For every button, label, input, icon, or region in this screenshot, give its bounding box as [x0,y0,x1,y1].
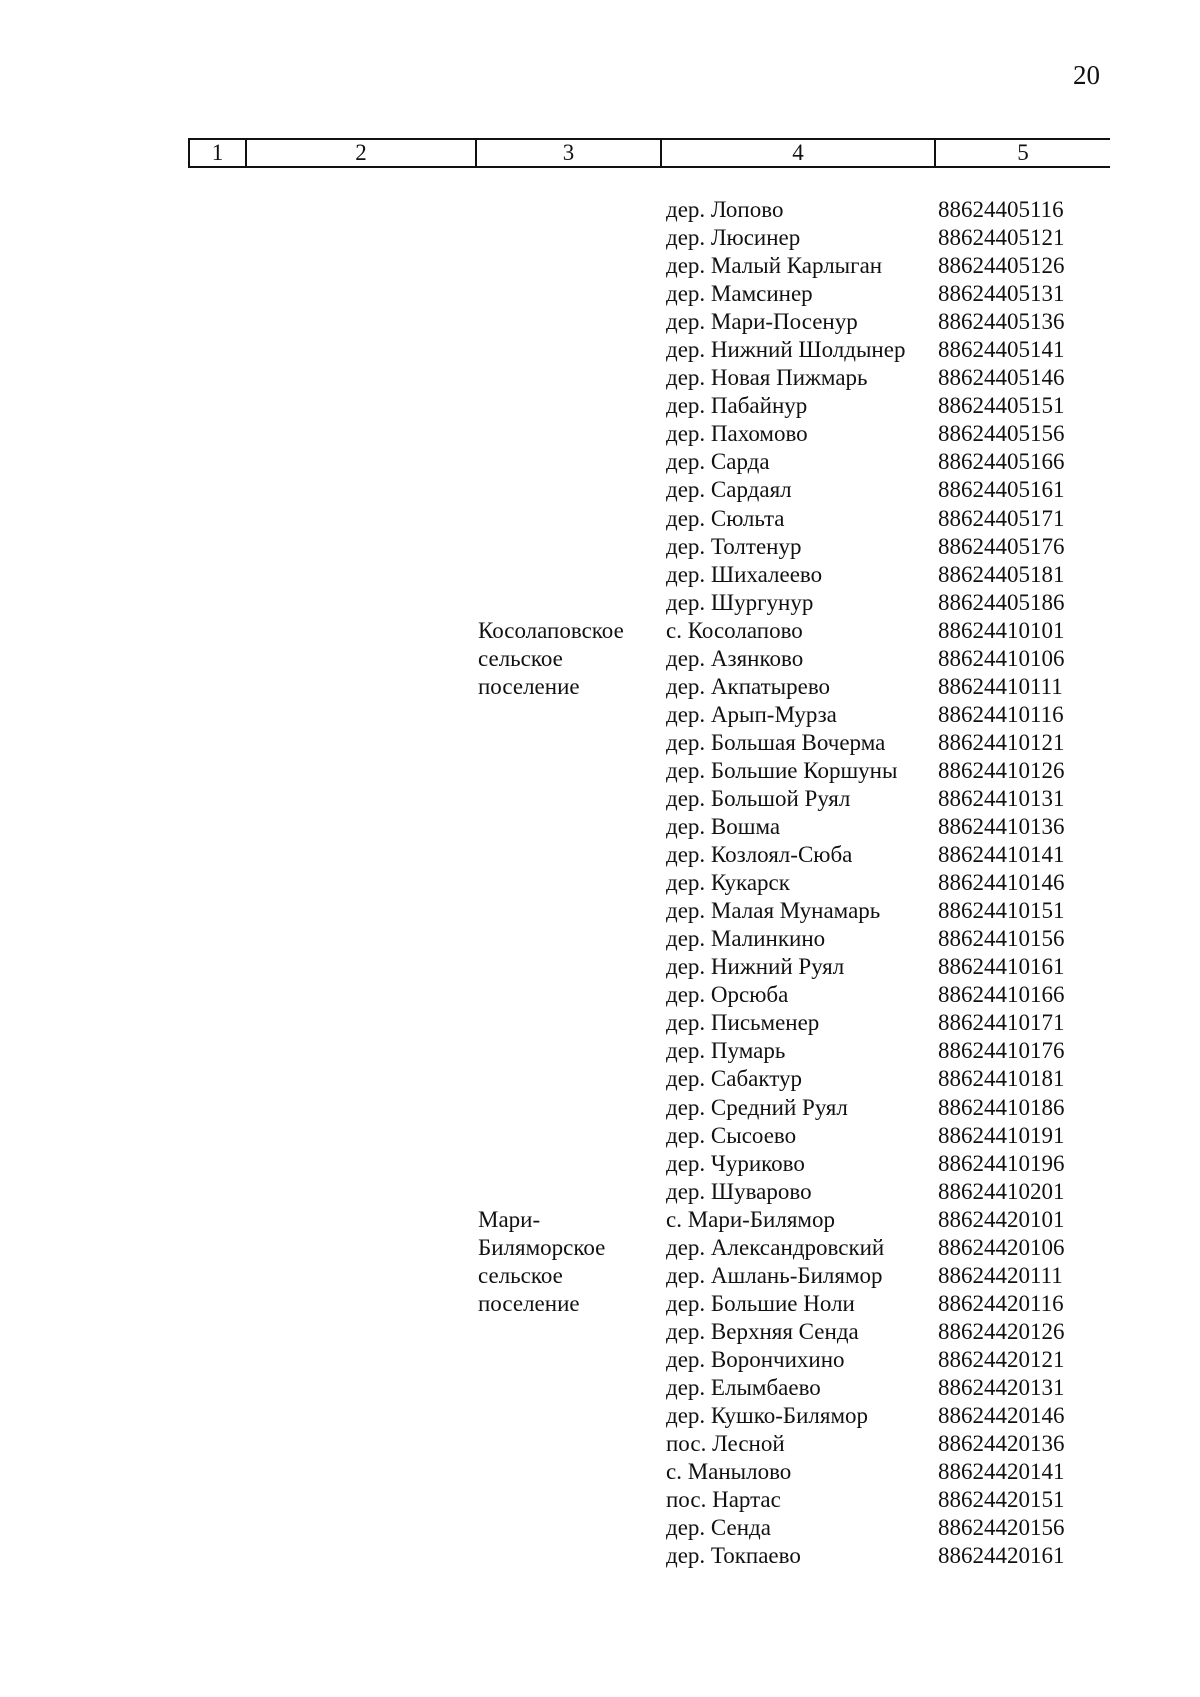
header-col-2: 2 [245,140,475,166]
table-row [0,252,1200,280]
table-row [0,897,1200,925]
code-cell: 88624420146 [938,1403,1065,1429]
code-cell: 88624420156 [938,1515,1065,1541]
locality-cell: дер. Азянково [666,645,804,671]
table-row [0,476,1200,504]
locality-cell: дер. Вошма [666,814,781,840]
locality-cell: дер. Мамсинер [666,281,813,307]
code-cell: 88624420126 [938,1318,1065,1344]
locality-cell: дер. Пумарь [666,1038,786,1064]
locality-cell: дер. Большие Коршуны [666,757,898,783]
locality-cell: дер. Ашлань-Билямор [666,1262,883,1288]
header-col-3: 3 [475,140,660,166]
locality-cell: дер. Шургунур [666,589,814,615]
table-row [0,1402,1200,1430]
table-row [0,1037,1200,1065]
table-row [0,336,1200,364]
locality-cell: дер. Козлоял-Сюба [666,842,853,868]
code-cell: 88624405121 [938,225,1065,251]
table-row [0,280,1200,308]
locality-cell: дер. Большая Вочерма [666,729,886,755]
code-cell: 88624420151 [938,1487,1065,1513]
header-col-5: 5 [934,140,1110,166]
locality-cell: дер. Елымбаево [666,1374,821,1400]
code-cell: 88624420141 [938,1459,1065,1485]
table-row [0,589,1200,617]
settlement-cell: Биляморское [478,1234,606,1260]
locality-cell: дер. Сабактур [666,1066,802,1092]
code-cell: 88624405146 [938,365,1065,391]
code-cell: 88624410166 [938,982,1065,1008]
table-row [0,925,1200,953]
locality-cell: дер. Арып-Мурза [666,701,837,727]
code-cell: 88624405131 [938,281,1065,307]
table-row [0,224,1200,252]
code-cell: 88624405156 [938,421,1065,447]
locality-cell: дер. Верхняя Сенда [666,1318,859,1344]
code-cell: 88624410116 [938,701,1064,727]
code-cell: 88624410181 [938,1066,1065,1092]
locality-cell: дер. Сарда [666,449,770,475]
code-cell: 88624410186 [938,1094,1065,1120]
settlement-cell: сельское [478,1262,563,1288]
code-cell: 88624405166 [938,449,1065,475]
locality-cell: дер. Малая Мунамарь [666,898,881,924]
table-row [0,392,1200,420]
locality-cell: с. Косолапово [666,617,803,643]
table-row [0,617,1200,645]
settlement-cell: Косолаповское [478,617,624,643]
locality-cell: дер. Большие Ноли [666,1290,855,1316]
code-cell: 88624405151 [938,393,1065,419]
table-row [0,981,1200,1009]
table-row [0,1009,1200,1037]
table-row [0,1542,1200,1570]
code-cell: 88624410131 [938,785,1065,811]
code-cell: 88624405181 [938,561,1065,587]
table-header [188,138,1110,168]
locality-cell: дер. Малинкино [666,926,826,952]
code-cell: 88624420106 [938,1234,1065,1260]
locality-cell: с. Мари-Билямор [666,1206,835,1232]
code-cell: 88624410156 [938,926,1065,952]
table-row [0,757,1200,785]
table-row [0,561,1200,589]
code-cell: 88624405161 [938,477,1065,503]
page-number: 20 [1073,60,1100,90]
code-cell: 88624410126 [938,757,1065,783]
locality-cell: дер. Новая Пижмарь [666,365,868,391]
table-row [0,645,1200,673]
locality-cell: дер. Сенда [666,1515,771,1541]
code-cell: 88624410201 [938,1178,1065,1204]
code-cell: 88624405136 [938,309,1065,335]
table-row [0,533,1200,561]
settlement-cell: поселение [478,1290,580,1316]
code-cell: 88624410106 [938,645,1065,671]
table-row [0,1065,1200,1093]
locality-cell: дер. Нижний Шолдынер [666,337,906,363]
locality-cell: дер. Нижний Руял [666,954,845,980]
code-cell: 88624420116 [938,1290,1064,1316]
locality-cell: дер. Люсинер [666,225,801,251]
locality-cell: дер. Сюльта [666,505,785,531]
locality-cell: с. Манылово [666,1459,792,1485]
code-cell: 88624420111 [938,1262,1063,1288]
table-row [0,673,1200,701]
locality-cell: дер. Письменер [666,1010,820,1036]
code-cell: 88624405141 [938,337,1065,363]
code-cell: 88624420161 [938,1543,1065,1569]
locality-cell: дер. Пабайнур [666,393,808,419]
locality-cell: дер. Ворончихино [666,1346,845,1372]
table-row [0,953,1200,981]
table-row [0,729,1200,757]
locality-cell: дер. Кушко-Билямор [666,1403,869,1429]
table-row [0,1318,1200,1346]
locality-cell: дер. Мари-Посенур [666,309,858,335]
table-row [0,1234,1200,1262]
code-cell: 88624410176 [938,1038,1065,1064]
table-row [0,1458,1200,1486]
table-row [0,364,1200,392]
locality-cell: дер. Лопово [666,197,784,222]
table-row [0,1122,1200,1150]
code-cell: 88624410101 [938,617,1065,643]
code-cell: 88624420131 [938,1374,1065,1400]
locality-cell: дер. Акпатырево [666,673,831,699]
code-cell: 88624410121 [938,729,1065,755]
table-row [0,1374,1200,1402]
table-row [0,869,1200,897]
settlement-cell: поселение [478,673,580,699]
table-row [0,1486,1200,1514]
table-row [0,448,1200,476]
table-row [0,1290,1200,1318]
table-row [0,1262,1200,1290]
code-cell: 88624410141 [938,842,1065,868]
table-body [0,196,1200,1570]
code-cell: 88624405116 [938,197,1064,222]
locality-cell: дер. Шихалеево [666,561,823,587]
locality-cell: дер. Пахомово [666,421,808,447]
table-row [0,1206,1200,1234]
settlement-cell: Мари- [478,1206,541,1232]
locality-cell: дер. Толтенур [666,533,802,559]
table-row [0,420,1200,448]
table-row [0,1150,1200,1178]
table-row [0,813,1200,841]
code-cell: 88624405171 [938,505,1065,531]
code-cell: 88624405176 [938,533,1065,559]
header-col-1: 1 [188,140,245,166]
table-row [0,196,1200,224]
table-row [0,1346,1200,1374]
header-col-4: 4 [660,140,934,166]
code-cell: 88624410196 [938,1150,1065,1176]
locality-cell: дер. Большой Руял [666,785,851,811]
locality-cell: дер. Шуварово [666,1178,812,1204]
locality-cell: дер. Орсюба [666,982,789,1008]
code-cell: 88624405186 [938,589,1065,615]
locality-cell: дер. Сардаял [666,477,792,503]
locality-cell: пос. Лесной [666,1431,785,1457]
locality-cell: пос. Нартас [666,1487,781,1513]
locality-cell: дер. Малый Карлыган [666,253,883,279]
code-cell: 88624410161 [938,954,1065,980]
code-cell: 88624410111 [938,673,1063,699]
code-cell: 88624420121 [938,1346,1065,1372]
table-row [0,841,1200,869]
table-row [0,505,1200,533]
locality-cell: дер. Сысоево [666,1122,797,1148]
table-row [0,1430,1200,1458]
code-cell: 88624420136 [938,1431,1065,1457]
locality-cell: дер. Токпаево [666,1543,801,1569]
locality-cell: дер. Чуриково [666,1150,805,1176]
table-row [0,701,1200,729]
code-cell: 88624410146 [938,870,1065,896]
code-cell: 88624410151 [938,898,1065,924]
table-row [0,785,1200,813]
settlement-cell: сельское [478,645,563,671]
table-row [0,308,1200,336]
code-cell: 88624405126 [938,253,1065,279]
locality-cell: дер. Кукарск [666,870,790,896]
table-row [0,1178,1200,1206]
table-row [0,1514,1200,1542]
locality-cell: дер. Средний Руял [666,1094,848,1120]
code-cell: 88624420101 [938,1206,1065,1232]
table-row [0,1094,1200,1122]
code-cell: 88624410191 [938,1122,1065,1148]
locality-cell: дер. Александровский [666,1234,885,1260]
code-cell: 88624410171 [938,1010,1065,1036]
code-cell: 88624410136 [938,814,1065,840]
